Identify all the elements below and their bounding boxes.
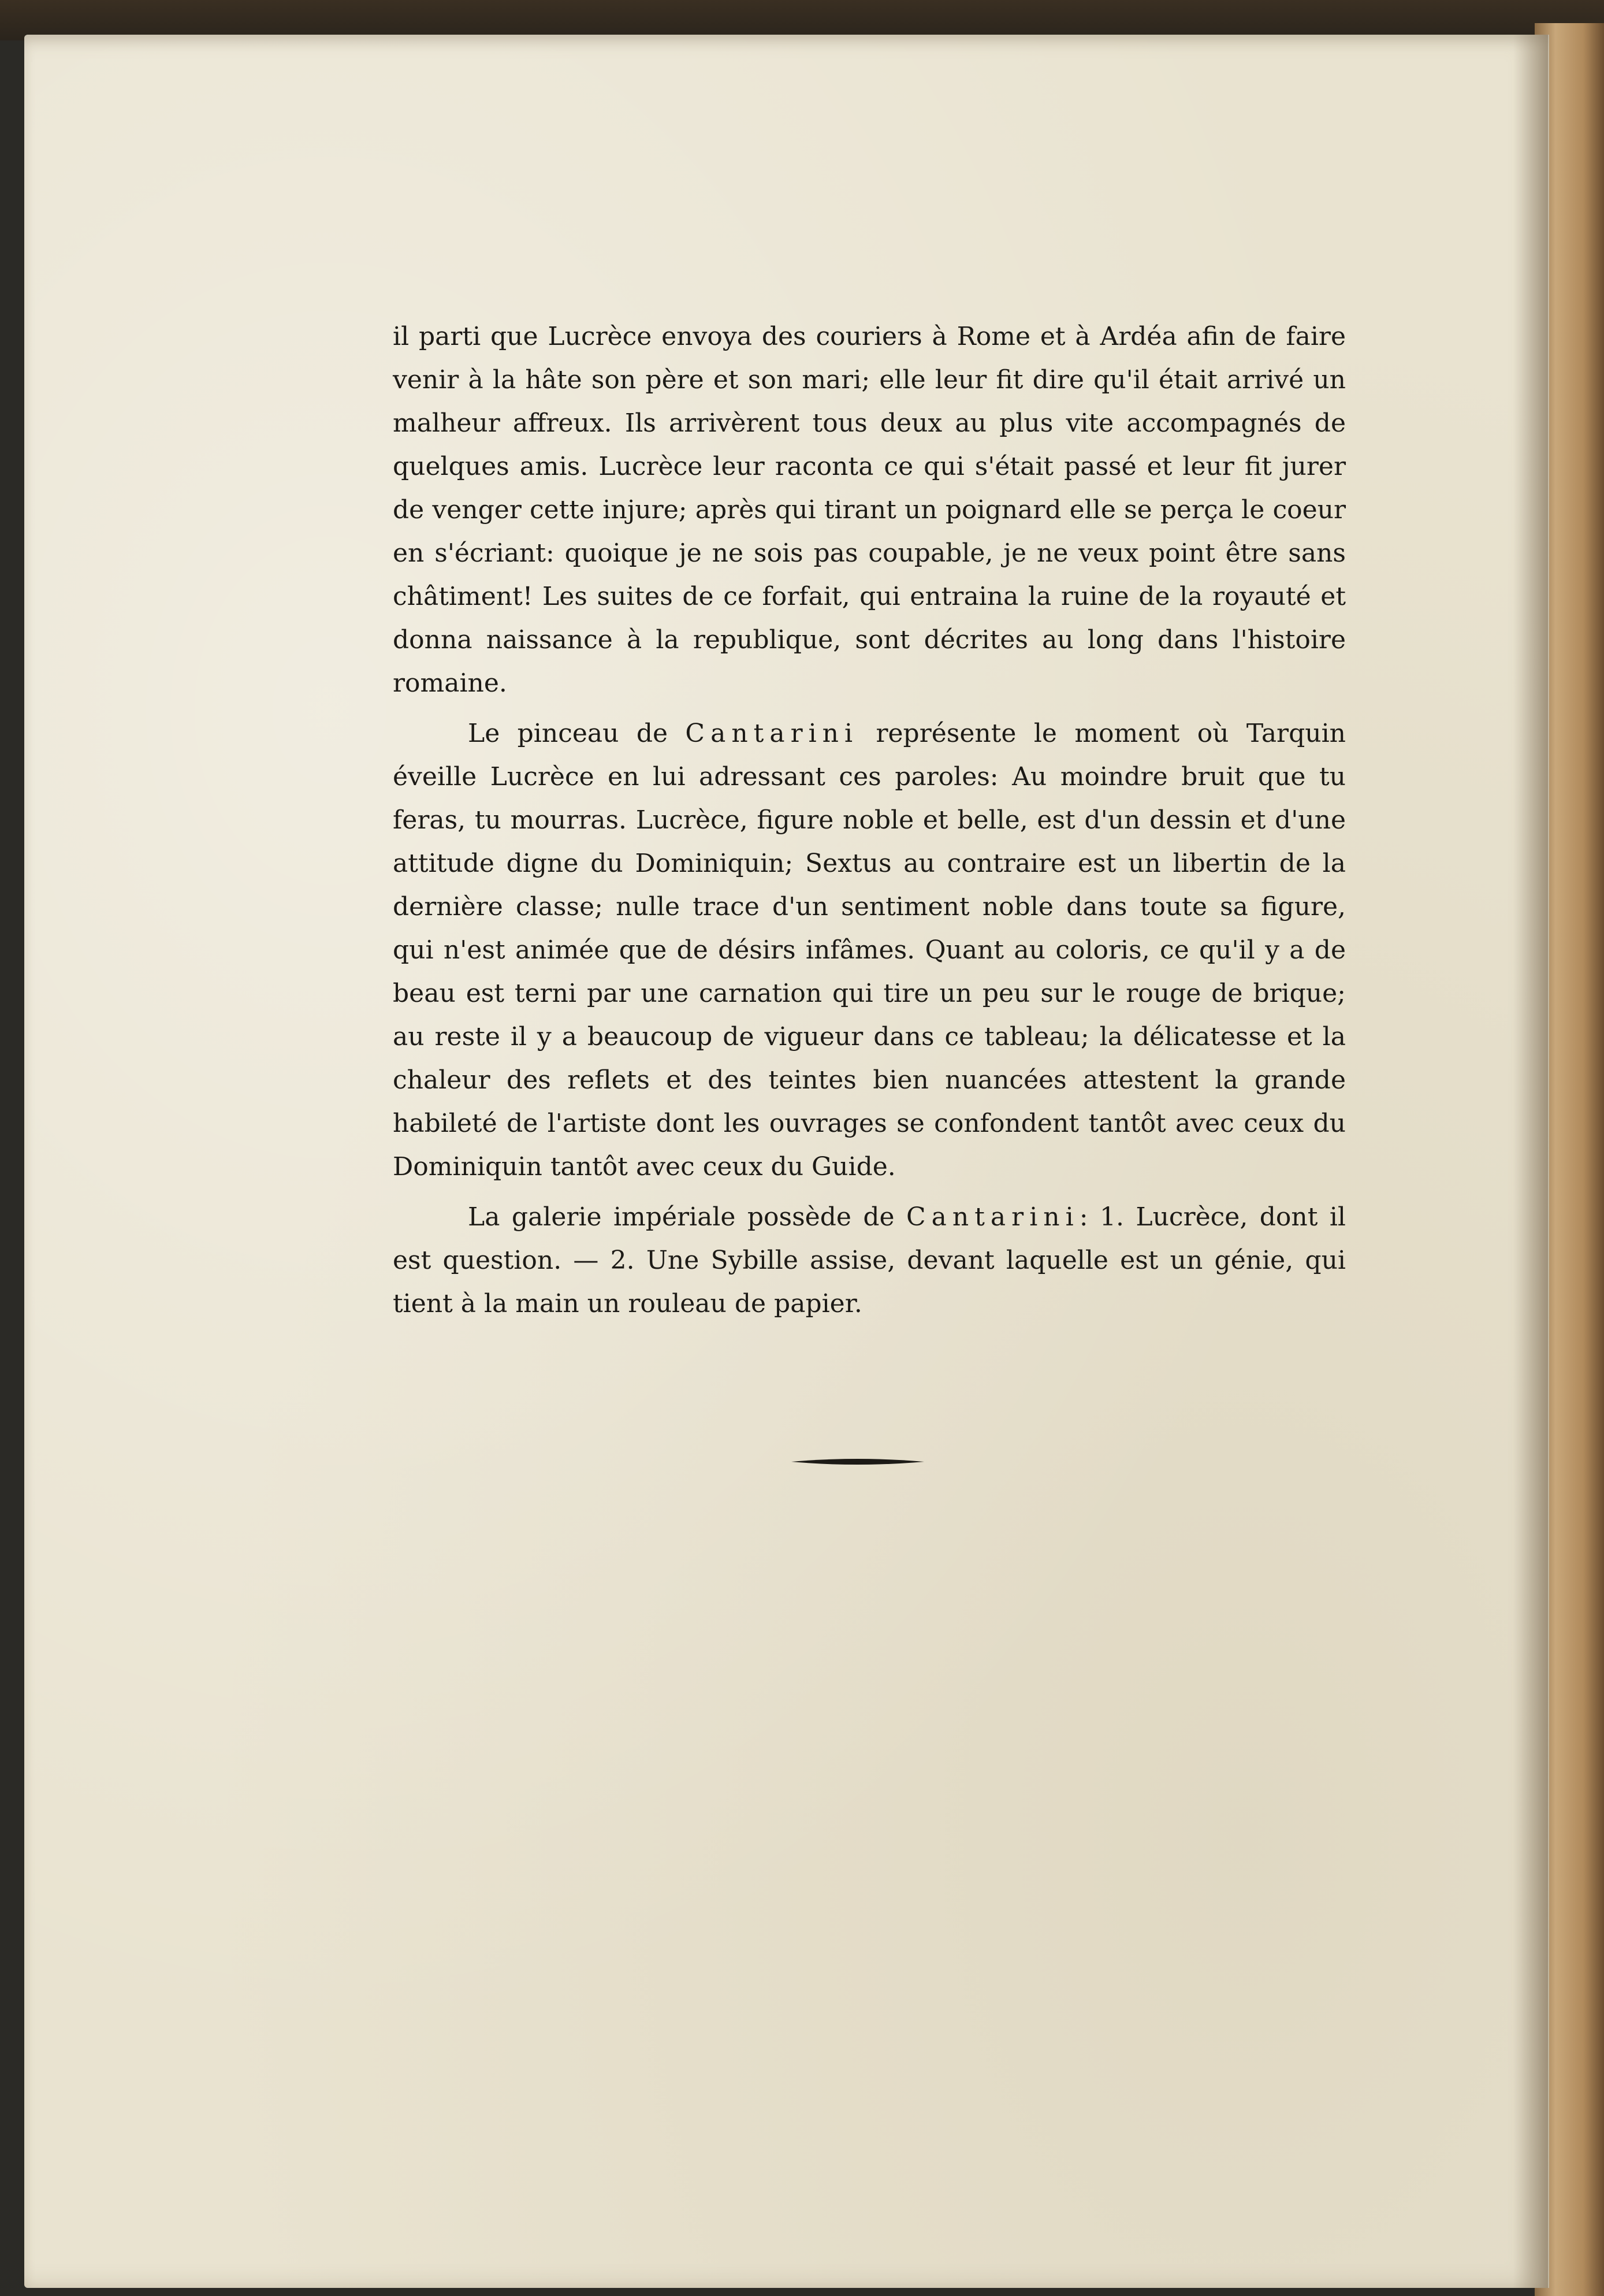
paragraph-3 — [393, 1195, 1346, 1325]
paragraph-1: il parti que Lucrèce envoya des couriers à Rome et à Ardéa afin de faire venir à la hâte son père et son mari; elle leur fit dire qu'il était arrivé un malheur affreux. Ils arrivèrent tous deux au plus vite accompagnés de quelques amis. Lucrèce leur raconta ce qui s'était passé et leur fit jurer de venger cette injure; après qui tirant un poignard elle se perça le coeur en s'écriant: quoique je ne sois pas coupable, je ne veux point être sans châtiment! Les suites de ce forfait, qui entraina la ruine de la royauté et donna naissance à la republique, sont décrites au long dans l'histoire romaine. — [393, 322, 1346, 698]
paragraph-2 — [393, 712, 1346, 1188]
artist-name: Cantarini — [906, 1202, 1080, 1232]
paragraph-2-lead: Le pinceau de — [468, 719, 686, 748]
tailpiece-ornament-icon — [791, 1456, 924, 1467]
artist-name: Cantarini — [685, 719, 859, 748]
page-gutter-shadow — [1513, 35, 1548, 2288]
paragraph-3-lead: La galerie impériale possède de — [468, 1202, 907, 1232]
paragraph-2-body: représente le moment où Tarquin éveille Lucrèce en lui adressant ces paroles: Au moindre bruit que tu feras, tu mourras. Lucrèce, figure noble et belle, est d'un dessin et d'une attitude digne du Dominiquin; Sextus au contraire est un libertin de la dernière classe; nulle trace d'un sentiment noble dans toute sa figure, qui n'est animée que de désirs infâmes. Quant au coloris, ce qu'il y a de beau est terni par une carnation qui tire un peu sur le rouge de brique; au reste il y a beaucoup de vigueur dans ce tableau; la délicatesse et la chaleur des reflets et des teintes bien nuancées attestent la grande habileté de l'artiste dont les ouvrages se confondent tantôt avec ceux du Dominiquin tantôt avec ceux du Guide. — [393, 719, 1346, 1182]
paragraph-3-body: : 1. Lucrèce, dont il est question. — 2. Une Sybille assise, devant laquelle est un génie, qui tient à la main un rouleau de papier. — [393, 1202, 1346, 1318]
body-text — [393, 315, 1346, 1332]
